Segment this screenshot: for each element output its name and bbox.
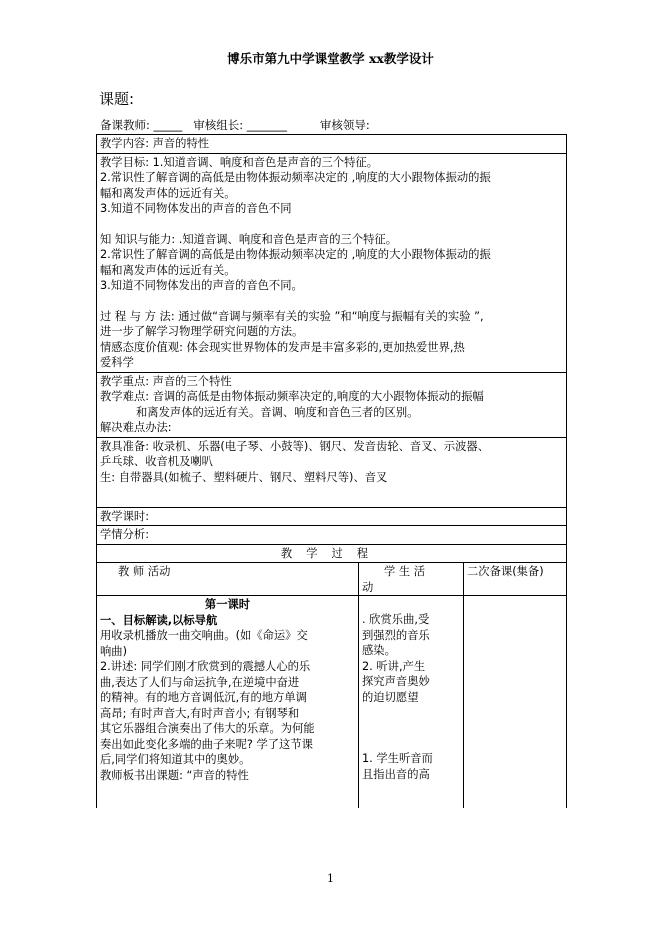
- student-line: 的迫切愿望: [362, 690, 419, 704]
- content-text: 教学内容: 声音的特性: [100, 137, 210, 150]
- lesson-heading: 第一课时: [204, 598, 251, 611]
- goal-line: 3.知道不同物体发出的声音的音色不同: [100, 202, 292, 215]
- second-prep-column-header: [464, 563, 566, 595]
- teacher-line: 高昂; 有时声音大,有时声音小; 有钢琴和: [100, 706, 300, 720]
- goals-row: [97, 154, 566, 373]
- goal-line: 知 知识与能力: .知道音调、响度和音色是声音的三个特征。: [100, 232, 398, 246]
- teacher-line: 后,同学们将知道其中的奥妙。: [100, 753, 251, 766]
- teacher-line: 曲,表达了人们与命运抗争,在逆境中奋进: [100, 675, 300, 689]
- signature-row: 备课教师: _____ 审核组长: _______ 审核领导:: [100, 118, 370, 132]
- second-prep-header-text: 二次备课(集备): [467, 565, 544, 578]
- goal-line: 教学目标: 1.知道音调、响度和音色是声音的三个特征。: [100, 155, 379, 169]
- teacher-line: 一、目标解读,以标导航: [100, 613, 218, 627]
- column-header-row: [97, 563, 566, 596]
- teacher-header-text: 教 师 活动: [118, 565, 171, 578]
- teacher-line: 教师板书出课题: “声音的特性: [100, 768, 249, 782]
- process-header-text: 教学过程: [280, 546, 383, 560]
- teacher-line: 奏出如此变化多端的曲子来呢? 学了这节课: [100, 737, 313, 751]
- analysis-row: [97, 526, 566, 545]
- student-line: 到强烈的音乐: [362, 628, 430, 642]
- prep-row: [97, 438, 566, 508]
- student-line: 2. 听讲,产生: [362, 659, 426, 673]
- goal-line: 幅和离发声体的远近有关。: [100, 186, 236, 200]
- teacher-line: 用收录机播放一曲交响曲。(如《命运》交: [100, 629, 308, 642]
- teacher-line: 其它乐器组合演奏出了伟大的乐章。为何能: [100, 722, 315, 735]
- student-line: 感染。: [362, 644, 396, 657]
- goal-line: 幅和离发声体的远近有关。: [100, 263, 236, 277]
- lesson-body-row: [97, 596, 566, 808]
- goal-line: 爱科学: [100, 356, 134, 369]
- student-line: 且指出音的高: [362, 767, 430, 781]
- keypoint-line: 解决难点办法:: [100, 421, 172, 434]
- keypoint-line: 和离发声体的远近有关。音调、响度和音色三者的区别。: [136, 405, 419, 419]
- prep-line: 生: 自带器具(如梳子、塑料硬片、钢尺、塑料尺等)、音叉: [100, 470, 388, 484]
- goal-line: 情感态度价值观: 体会现实世界物体的发声是丰富多彩的,更加热爱世界,热: [100, 340, 465, 354]
- prep-line: 乒乓球、收音机及喇叭: [100, 455, 213, 468]
- keypoints-row: [97, 373, 566, 438]
- page-number: 1: [327, 872, 334, 885]
- teacher-line: 2.讲述: 同学们刚才欣赏到的震撼人心的乐: [100, 660, 311, 673]
- content-row: [97, 135, 566, 154]
- student-activity-cell: [359, 596, 464, 808]
- goal-line: 3.知道不同物体发出的声音的音色不同。: [100, 279, 303, 292]
- document-title: 博乐市第九中学课堂教学 xx教学设计: [227, 51, 434, 66]
- goal-line: 进一步了解学习物理学研究问题的方法。: [100, 325, 304, 338]
- student-line: 探究声音奥妙: [362, 675, 430, 688]
- goal-line: 2.常识性了解音调的高低是由物体振动频率决定的 ,响度的大小跟物体振动的振: [100, 171, 491, 184]
- student-line: . 欣赏乐曲,受: [362, 613, 430, 626]
- student-column-header: [359, 563, 464, 595]
- student-header-text-2: 动: [362, 580, 374, 594]
- student-header-text: 学 生 活: [384, 565, 426, 578]
- process-header: [97, 545, 566, 564]
- student-line: 1. 学生听音而: [362, 752, 433, 765]
- teacher-line: 的精神。有的地方音调低沉,有的地方单调: [100, 691, 307, 704]
- prep-line: 教具准备: 收录机、乐器(电子琴、小鼓等)、钢尺、发音齿轮、音叉、示波器、: [100, 439, 490, 453]
- hours-row: [97, 508, 566, 527]
- keypoint-line: 教学难点: 音调的高低是由物体振动频率决定的,响度的大小跟物体振动的振幅: [100, 390, 484, 403]
- teacher-line: 响曲): [100, 644, 128, 658]
- hours-label: 教学课时:: [100, 509, 149, 523]
- second-prep-cell: [464, 596, 566, 808]
- goal-line: 2.常识性了解音调的高低是由物体振动频率决定的 ,响度的大小跟物体振动的振: [100, 248, 491, 261]
- keypoint-line: 教学重点: 声音的三个特性: [100, 374, 232, 388]
- goal-line: 过 程 与 方 法: 通过做“音调与频率有关的实验 ”和“响度与振幅有关的实验 ”,: [100, 309, 484, 323]
- analysis-label: 学情分析:: [100, 528, 149, 541]
- teacher-activity-cell: [97, 596, 359, 808]
- lesson-plan-table: [96, 134, 567, 808]
- teacher-column-header: [97, 563, 359, 595]
- lesson-topic-label: 课题:: [99, 90, 135, 108]
